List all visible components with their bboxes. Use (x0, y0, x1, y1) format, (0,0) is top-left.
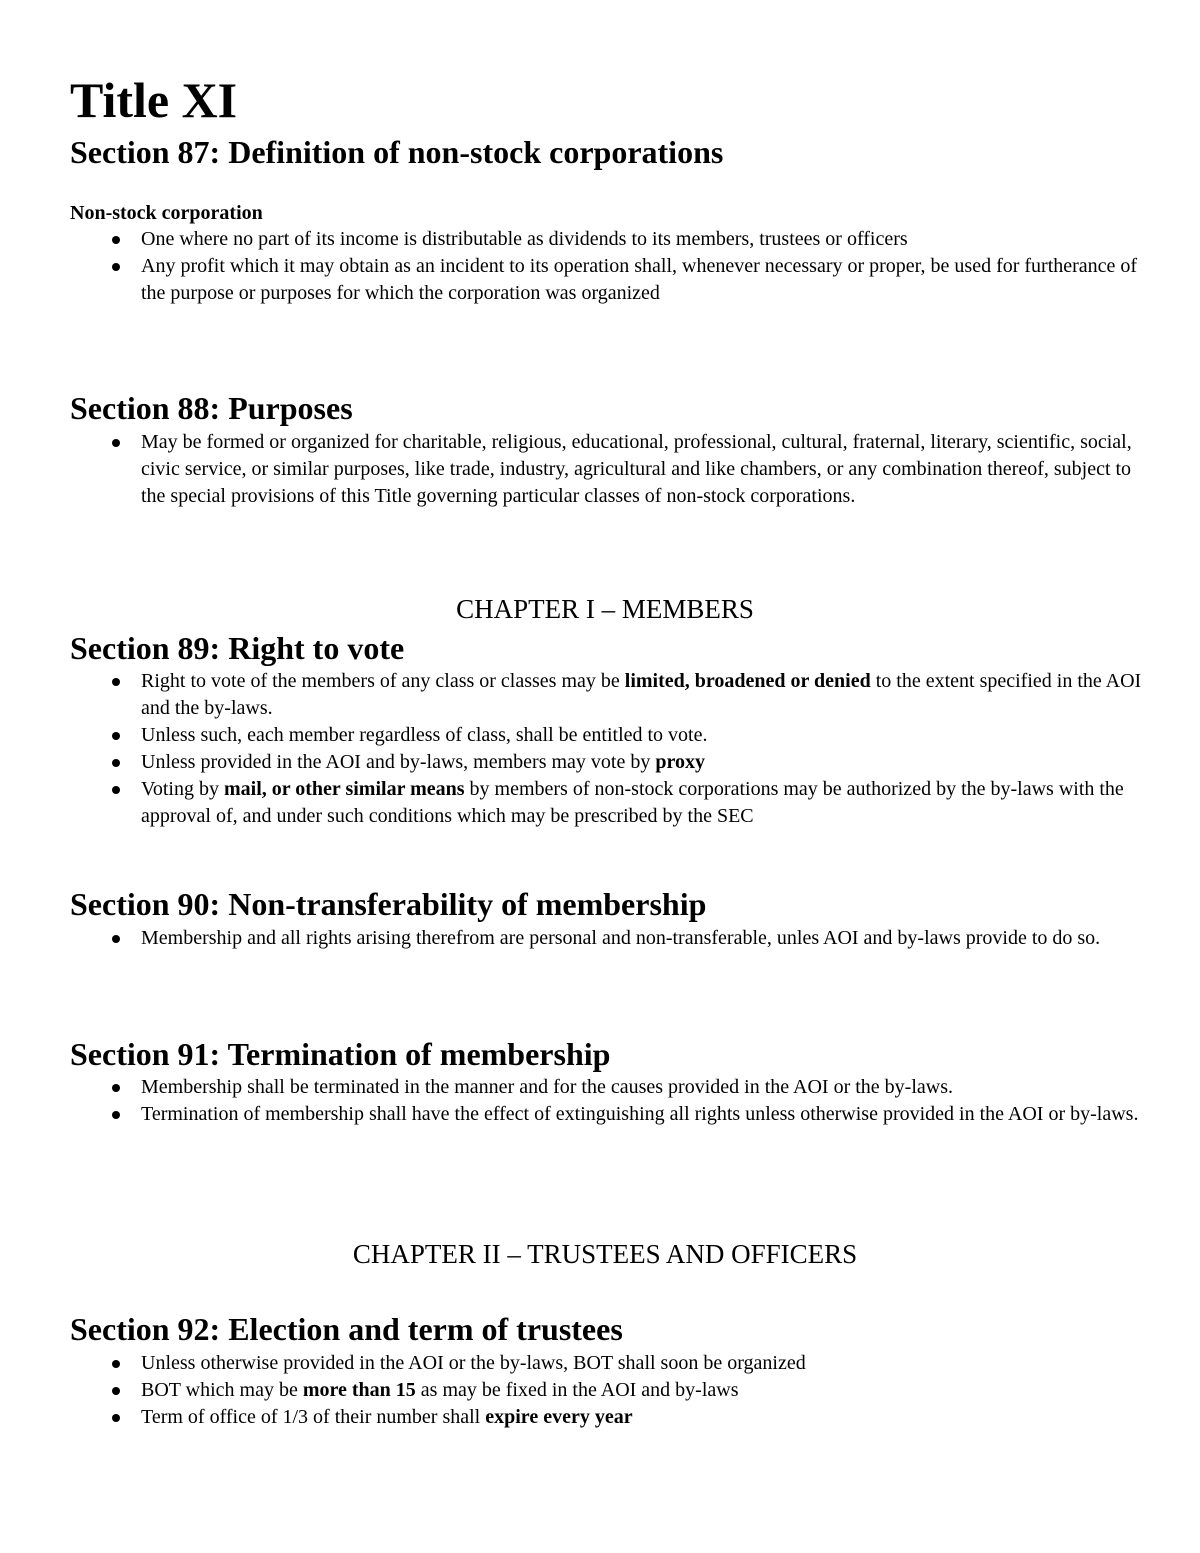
bullet-icon (112, 263, 120, 271)
section-89-heading: Section 89: Right to vote (70, 630, 405, 666)
list-item: Membership and all rights arising therefrom are personal and non-transferable, unles AOI and by-laws provide to do so. (70, 925, 1145, 952)
list-item: Unless such, each member regardless of class, shall be entitled to vote. (70, 722, 1145, 749)
section-91-heading: Section 91: Termination of membership (70, 1036, 611, 1072)
list-item: Unless otherwise provided in the AOI or the by-laws, BOT shall soon be organized (70, 1350, 1145, 1377)
list-item: Membership shall be terminated in the manner and for the causes provided in the AOI or the by-laws. (70, 1074, 1145, 1101)
list-item: Term of office of 1/3 of their number shall expire every year (70, 1404, 1145, 1431)
bullet-icon (112, 759, 120, 767)
section-90-heading: Section 90: Non-transferability of membership (70, 886, 707, 922)
bullet-icon (112, 439, 120, 447)
bullet-icon (112, 935, 120, 943)
bullet-icon (112, 236, 120, 244)
chapter-2-heading: CHAPTER II – TRUSTEES AND OFFICERS (352, 1239, 858, 1269)
bullet-icon (112, 1084, 120, 1092)
section-89-list (70, 668, 1145, 830)
list-item: Termination of membership shall have the effect of extinguishing all rights unless otherwise provided in the AOI or by-laws. (70, 1101, 1145, 1128)
bullet-icon (112, 1387, 120, 1395)
non-stock-corporation-label: Non-stock corporation (70, 202, 263, 224)
bullet-icon (112, 1360, 120, 1368)
list-item: May be formed or organized for charitable, religious, educational, professional, cultural, fraternal, literary, scientific, social, civic service, or similar purposes, like trade, industry, agricultural and like chambers, or any combination thereof, subject to the special provisions of this Title governing particular classes of non-stock corporations. (70, 429, 1145, 510)
chapter-1-heading: CHAPTER I – MEMBERS (456, 594, 754, 624)
list-item: Right to vote of the members of any class or classes may be limited, broadened or denied to the extent specified in the AOI and the by-laws. (70, 668, 1145, 722)
section-91-list (70, 1074, 1145, 1128)
section-92-list (70, 1350, 1145, 1431)
bullet-icon (112, 678, 120, 686)
list-item: Any profit which it may obtain as an incident to its operation shall, whenever necessary or proper, be used for furtherance of the purpose or purposes for which the corporation was organized (70, 253, 1145, 307)
bullet-icon (112, 1414, 120, 1422)
document-title: Title XI (70, 72, 238, 128)
section-88-heading: Section 88: Purposes (70, 390, 353, 426)
list-item: BOT which may be more than 15 as may be fixed in the AOI and by-laws (70, 1377, 1145, 1404)
list-item: Voting by mail, or other similar means by members of non-stock corporations may be authorized by the by-laws with the approval of, and under such conditions which may be prescribed by the SEC (70, 776, 1145, 830)
section-87-heading: Section 87: Definition of non-stock corporations (70, 134, 724, 170)
section-92-heading: Section 92: Election and term of trustees (70, 1311, 623, 1347)
section-87-list (70, 226, 1145, 307)
list-item: One where no part of its income is distributable as dividends to its members, trustees or officers (70, 226, 1145, 253)
section-90-list (70, 925, 1145, 952)
bullet-icon (112, 1111, 120, 1119)
bullet-icon (112, 732, 120, 740)
section-88-list (70, 429, 1145, 510)
bullet-icon (112, 786, 120, 794)
list-item: Unless provided in the AOI and by-laws, members may vote by proxy (70, 749, 1145, 776)
